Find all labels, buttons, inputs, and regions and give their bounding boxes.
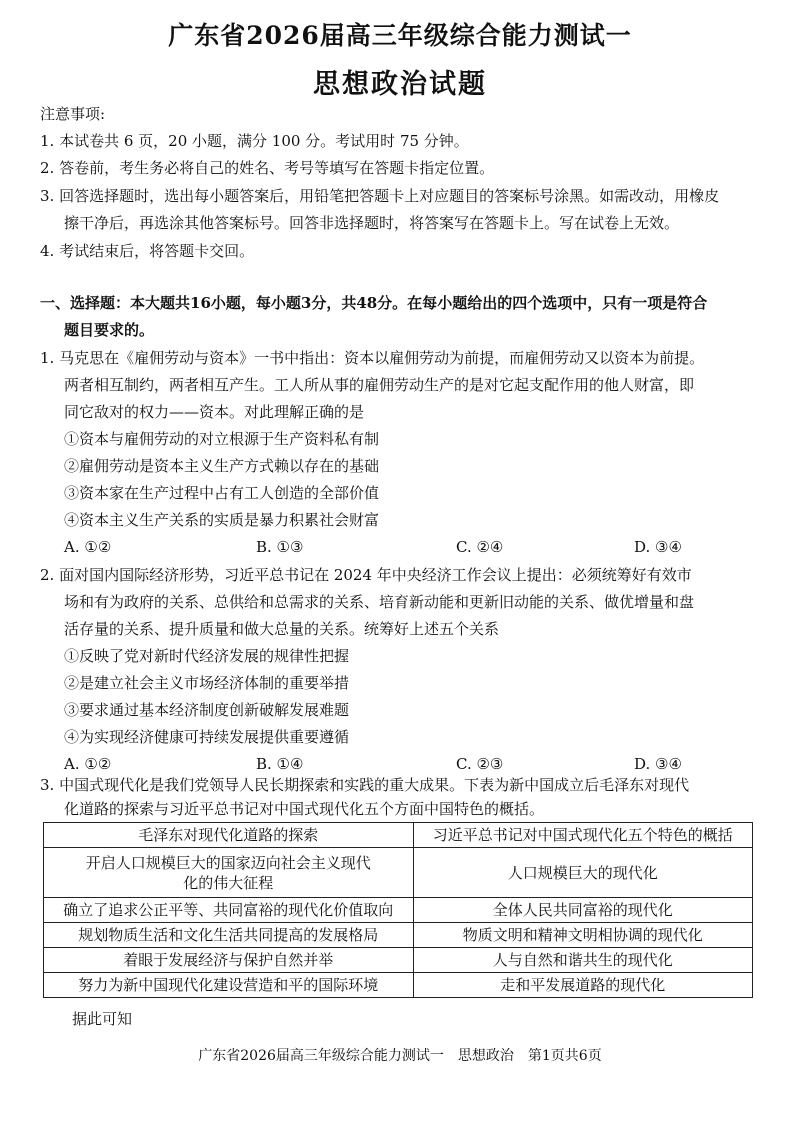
question-1-option-c: C. ②④	[456, 538, 504, 556]
table-header-cell: 习近平总书记对中国式现代化五个特色的概括	[413, 823, 752, 848]
comparison-table	[43, 822, 753, 998]
table-cell: 人口规模巨大的现代化	[413, 848, 752, 898]
question-1-option-b: B. ①③	[256, 538, 304, 556]
question-1-option-a: A. ①②	[64, 538, 112, 556]
question-2-statement: ④为实现经济健康可持续发展提供重要遵循	[64, 728, 350, 746]
question-3-stem: 3. 中国式现代化是我们党领导人民长期探索和实践的重大成果。下表为新中国成立后毛泽东对现代	[40, 776, 690, 794]
table-cell: 努力为新中国现代化建设营造和平的国际环境	[44, 973, 414, 998]
notes-item: 3. 回答选择题时，选出每小题答案后，用铅笔把答题卡上对应题目的答案标号涂黑。如需改动，用橡皮	[40, 187, 720, 205]
notes-item: 1. 本试卷共 6 页，20 小题，满分 100 分。考试用时 75 分钟。	[40, 132, 469, 150]
question-3-tail: 据此可知	[72, 1010, 133, 1028]
table-cell: 着眼于发展经济与保护自然并举	[44, 948, 414, 973]
question-2-option-b: B. ①④	[256, 755, 304, 773]
notes-item: 2. 答卷前，考生务必将自己的姓名、考号等填写在答题卡指定位置。	[40, 159, 495, 177]
table-cell: 确立了追求公正平等、共同富裕的现代化价值取向	[44, 898, 414, 923]
question-2-statement: ①反映了党对新时代经济发展的规律性把握	[64, 647, 350, 665]
question-1-stem: 两者相互制约，两者相互产生。工人所从事的雇佣劳动生产的是对它起支配作用的他人财富，即	[64, 376, 695, 394]
table-row	[44, 973, 753, 998]
section-heading: 一、选择题：本大题共16小题，每小题3分，共48分。在每小题给出的四个选项中，只有一项是符合	[40, 294, 708, 312]
notes-item: 擦干净后，再选涂其他答案标号。回答非选择题时，将答案写在答题卡上。写在试卷上无效。	[64, 214, 680, 232]
question-1-statement: ①资本与雇佣劳动的对立根源于生产资料私有制	[64, 430, 380, 448]
section-heading: 题目要求的。	[64, 321, 155, 339]
exam-title: 广东省2026届高三年级综合能力测试一	[168, 21, 632, 50]
table-cell: 全体人民共同富裕的现代化	[413, 898, 752, 923]
question-1-stem: 1. 马克思在《雇佣劳动与资本》一书中指出：资本以雇佣劳动为前提，而雇佣劳动又以资本为前提。	[40, 349, 705, 367]
notes-heading: 注意事项:	[40, 105, 106, 123]
table-row	[44, 948, 753, 973]
question-2-option-a: A. ①②	[64, 755, 112, 773]
question-2-stem: 场和有为政府的关系、总供给和总需求的关系、培育新动能和更新旧动能的关系、做优增量和盘	[64, 593, 695, 611]
question-2-statement: ③要求通过基本经济制度创新破解发展难题	[64, 701, 350, 719]
page-footer: 广东省2026届高三年级综合能力测试一 思想政治 第1页共6页	[198, 1048, 602, 1064]
question-2-statement: ②是建立社会主义市场经济体制的重要举措	[64, 674, 350, 692]
table-header-row	[44, 823, 753, 848]
question-2-option-d: D. ③④	[634, 755, 682, 773]
question-1-statement: ②雇佣劳动是资本主义生产方式赖以存在的基础	[64, 457, 380, 475]
table-cell: 物质文明和精神文明相协调的现代化	[413, 923, 752, 948]
table-row	[44, 923, 753, 948]
question-1-statement: ③资本家在生产过程中占有工人创造的全部价值	[64, 484, 380, 502]
question-1-option-d: D. ③④	[634, 538, 682, 556]
question-2-stem: 2. 面对国内国际经济形势，习近平总书记在 2024 年中央经济工作会议上提出：必须统筹好有效市	[40, 566, 692, 584]
question-1-stem: 同它敌对的权力——资本。对此理解正确的是	[64, 403, 365, 421]
question-2-option-c: C. ②③	[456, 755, 504, 773]
table-cell: 规划物质生活和文化生活共同提高的发展格局	[44, 923, 414, 948]
subject-title: 思想政治试题	[313, 69, 487, 100]
question-2-stem: 活存量的关系、提升质量和做大总量的关系。统筹好上述五个关系	[64, 620, 500, 638]
table-cell: 走和平发展道路的现代化	[413, 973, 752, 998]
notes-item: 4. 考试结束后，将答题卡交回。	[40, 242, 255, 260]
table-row	[44, 898, 753, 923]
table-row	[44, 848, 753, 898]
table-cell: 开启人口规模巨大的国家迈向社会主义现代化的伟大征程	[44, 848, 414, 898]
table-cell: 人与自然和谐共生的现代化	[413, 948, 752, 973]
question-1-statement: ④资本主义生产关系的实质是暴力积累社会财富	[64, 511, 380, 529]
question-3-stem: 化道路的探索与习近平总书记对中国式现代化五个方面中国特色的概括。	[64, 800, 545, 818]
table-header-cell: 毛泽东对现代化道路的探索	[44, 823, 414, 848]
